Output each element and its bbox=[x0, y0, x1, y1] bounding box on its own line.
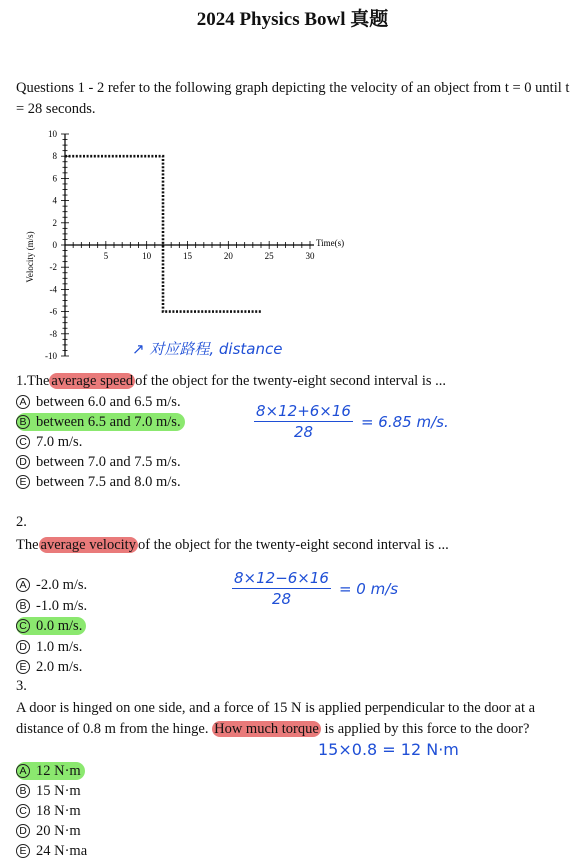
option-text: between 6.0 and 6.5 m/s. bbox=[36, 394, 181, 410]
y-tick-label: 2 bbox=[52, 217, 57, 228]
q1-handwritten-work: $\frac{8\times 12+6\times 16}{28}$ = 6.85 m/s. bbox=[256, 402, 449, 441]
x-tick-label: 20 bbox=[223, 251, 233, 261]
x-tick-label: 10 bbox=[142, 251, 152, 261]
option-text: -2.0 m/s. bbox=[36, 577, 88, 593]
q2-option-a[interactable] bbox=[16, 576, 91, 594]
q2-option-c[interactable] bbox=[16, 617, 86, 635]
option-text: 24 N·ma bbox=[36, 843, 88, 859]
option-letter-circle: C bbox=[16, 619, 30, 633]
y-tick-label: 0 bbox=[52, 240, 57, 250]
q2-option-e[interactable] bbox=[16, 658, 86, 676]
velocity-series-line bbox=[65, 156, 261, 311]
handwritten-distance-note: ↗ 对应路程, distance bbox=[132, 340, 283, 358]
question-3-number: 3. bbox=[16, 678, 27, 694]
q1-option-b[interactable] bbox=[16, 413, 185, 431]
option-text: 15 N·m bbox=[36, 783, 81, 799]
q2-handwritten-work: $\frac{8\times 12-6\times 16}{28}$ = 0 m/s bbox=[234, 569, 399, 608]
option-letter-circle: C bbox=[16, 804, 30, 818]
x-tick-label: 15 bbox=[183, 251, 192, 261]
highlight-average-speed: average speed bbox=[51, 373, 134, 389]
y-tick-label: 6 bbox=[52, 173, 57, 184]
q3-option-e[interactable] bbox=[16, 842, 91, 860]
question-2-text: The average velocity of the object for the twenty-eight second interval is ... bbox=[16, 537, 449, 553]
option-text: between 7.5 and 8.0 m/s. bbox=[36, 474, 181, 490]
x-tick-label: 30 bbox=[305, 251, 315, 261]
option-text: between 6.5 and 7.0 m/s. bbox=[36, 414, 181, 430]
option-text: -1.0 m/s. bbox=[36, 597, 88, 614]
option-text: 20 N·m bbox=[36, 823, 81, 839]
option-letter-circle: A bbox=[16, 578, 30, 592]
velocity-time-chart bbox=[16, 126, 376, 366]
x-tick-label: 25 bbox=[264, 251, 274, 261]
option-letter-circle: E bbox=[16, 475, 30, 489]
option-letter-circle: D bbox=[16, 824, 30, 838]
y-tick-label: -4 bbox=[49, 284, 57, 295]
y-tick-label: -2 bbox=[49, 262, 57, 273]
intro-text: Questions 1 - 2 refer to the following graph depicting the velocity of an object from t = 0 until t = 28 seconds. bbox=[16, 80, 570, 117]
option-letter-circle: A bbox=[16, 764, 30, 778]
option-letter-circle: E bbox=[16, 660, 30, 674]
question-2-number: 2. bbox=[16, 514, 27, 530]
q3-option-c[interactable] bbox=[16, 802, 85, 820]
question-1-text: 1.The average speed of the object for the twenty-eight second interval is ... bbox=[16, 373, 446, 389]
highlight-torque: How much torque bbox=[214, 721, 319, 737]
x-axis-label: Time(s) bbox=[316, 238, 345, 248]
y-tick-label: 8 bbox=[52, 151, 57, 162]
option-text: between 7.0 and 7.5 m/s. bbox=[36, 454, 181, 470]
option-text: 0.0 m/s. bbox=[36, 618, 83, 634]
y-tick-label: -6 bbox=[49, 306, 57, 317]
option-letter-circle: B bbox=[16, 415, 30, 429]
y-tick-label: 4 bbox=[52, 195, 57, 206]
q3-handwritten-work: 15×0.8 = 12 N·m bbox=[318, 740, 459, 759]
question-3-text: A door is hinged on one side, and a force of 15 N is applied perpendicular to the door at a distance of 0.8 m from the hinge. How much torque is applied by this force to the door? bbox=[16, 700, 536, 737]
option-letter-circle: B bbox=[16, 599, 30, 613]
option-letter-circle: B bbox=[16, 784, 30, 798]
option-text: 12 N·m bbox=[36, 763, 81, 779]
q2-option-d[interactable] bbox=[16, 638, 86, 656]
q3-option-d[interactable] bbox=[16, 822, 85, 840]
option-letter-circle: E bbox=[16, 844, 30, 858]
y-axis-label: Velocity (m/s) bbox=[25, 231, 35, 283]
q3-option-a[interactable] bbox=[16, 762, 85, 780]
arrow-icon: ↗ bbox=[132, 340, 145, 358]
q1-option-e[interactable] bbox=[16, 473, 185, 491]
option-text: 18 N·m bbox=[36, 803, 81, 819]
option-letter-circle: D bbox=[16, 455, 30, 469]
option-text: 1.0 m/s. bbox=[36, 638, 83, 655]
q2-option-b[interactable] bbox=[16, 597, 91, 615]
option-letter-circle: D bbox=[16, 640, 30, 654]
page-title: 2024 Physics Bowl 真题 bbox=[196, 9, 389, 30]
option-text: 2.0 m/s. bbox=[36, 659, 83, 675]
q3-option-b[interactable] bbox=[16, 782, 85, 800]
y-tick-label: -8 bbox=[49, 328, 57, 339]
highlight-average-velocity: average velocity bbox=[40, 537, 136, 553]
y-tick-label: -10 bbox=[45, 351, 57, 361]
q1-option-c[interactable] bbox=[16, 433, 86, 451]
y-tick-label: 10 bbox=[48, 129, 57, 139]
q1-option-a[interactable] bbox=[16, 393, 185, 411]
q1-option-d[interactable] bbox=[16, 453, 185, 471]
x-tick-label: 5 bbox=[103, 251, 109, 261]
option-letter-circle: C bbox=[16, 435, 30, 449]
option-letter-circle: A bbox=[16, 395, 30, 409]
option-text: 7.0 m/s. bbox=[36, 434, 83, 450]
